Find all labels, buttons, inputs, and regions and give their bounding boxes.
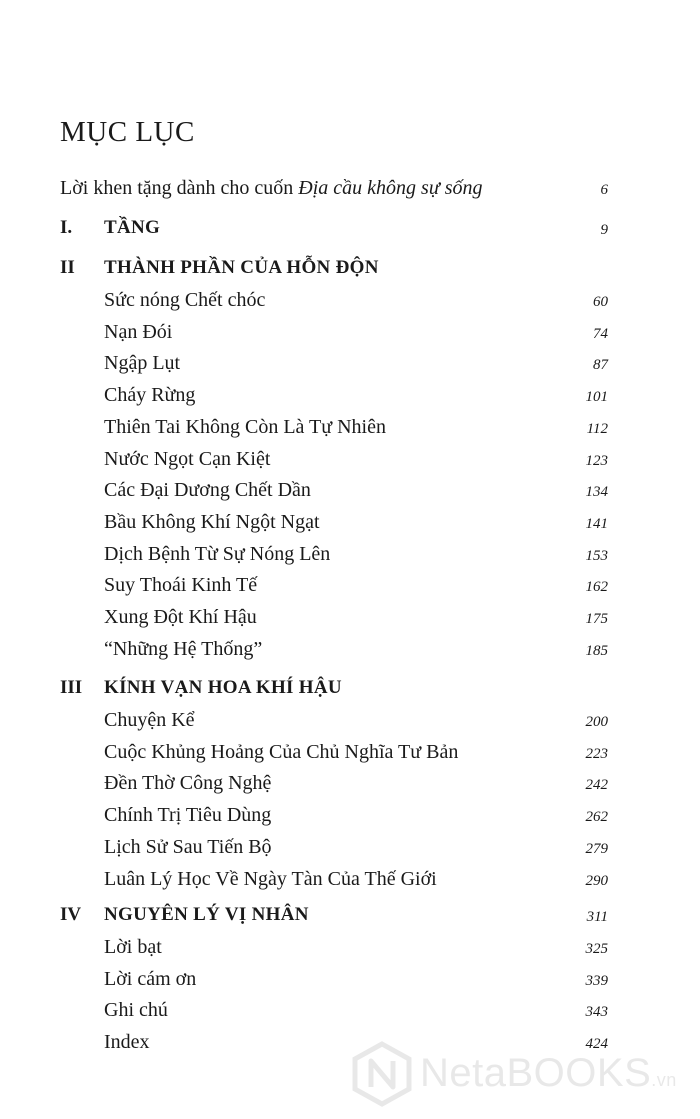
- toc-entry-page: 123: [585, 452, 608, 469]
- toc-section: [0, 213, 700, 243]
- toc-intro-plain: Lời khen tặng dành cho cuốn: [60, 177, 299, 199]
- toc-entry-title: Sức nóng Chết chóc: [104, 289, 266, 311]
- netabooks-logo-icon: [352, 1041, 412, 1107]
- toc-entry-page: 339: [585, 972, 608, 989]
- toc-entry-page: 101: [585, 389, 608, 406]
- toc-intro-book-title: Địa cầu không sự sống: [298, 177, 483, 199]
- toc-entry-title: Index: [104, 1031, 150, 1054]
- toc-entry-title: “Những Hệ Thống”: [104, 637, 263, 660]
- toc-entry-title: Lời bạt: [104, 936, 162, 958]
- toc-entry-title: Lời cám ơn: [104, 967, 197, 990]
- toc-entry-page: 242: [585, 777, 608, 794]
- toc-entry-title: Cháy Rừng: [104, 384, 196, 407]
- toc-entry: [0, 412, 700, 442]
- toc-section-numeral: I.: [60, 217, 73, 238]
- watermark-text: [420, 1051, 677, 1096]
- toc-entry: [0, 864, 700, 894]
- toc-entry: [0, 705, 700, 735]
- toc-entry-page: 162: [585, 579, 608, 596]
- toc-entry-title: Xung Đột Khí Hậu: [104, 606, 257, 628]
- toc-section-title: THÀNH PHẦN CỦA HỖN ĐỘN: [104, 257, 379, 278]
- toc-entry: [0, 539, 700, 569]
- toc-entry-title: Lịch Sử Sau Tiến Bộ: [104, 835, 272, 858]
- toc-section: [0, 253, 700, 283]
- toc-entry: [0, 964, 700, 994]
- toc-section: [0, 900, 700, 930]
- toc-entry: [0, 507, 700, 537]
- toc-entry: [0, 475, 700, 505]
- toc-entry-title: Thiên Tai Không Còn Là Tự Nhiên: [104, 415, 386, 438]
- toc-entry-page: 279: [585, 840, 608, 857]
- toc-entry: [0, 995, 700, 1025]
- toc-entry-page: 141: [585, 515, 608, 532]
- toc-intro-page: 6: [600, 182, 608, 198]
- toc-entry: [0, 768, 700, 798]
- toc-entry: [0, 570, 700, 600]
- toc-section-page: 311: [586, 909, 608, 925]
- toc-entry-title: Chính Trị Tiêu Dùng: [104, 804, 272, 827]
- toc-section-title: KÍNH VẠN HOA KHÍ HẬU: [104, 677, 342, 698]
- toc-entry: [0, 634, 700, 664]
- toc-entry-title: Các Đại Dương Chết Dần: [104, 479, 311, 502]
- toc-entry-title: Đền Thờ Công Nghệ: [104, 772, 272, 795]
- toc-entry-page: 74: [593, 325, 608, 342]
- toc-section-page: 9: [600, 222, 608, 238]
- toc-entry: [0, 317, 700, 347]
- toc-entry-page: 175: [585, 611, 608, 627]
- toc-entry-title: Suy Thoái Kinh Tế: [104, 574, 258, 597]
- watermark: [352, 1041, 692, 1111]
- toc-entry: [0, 444, 700, 474]
- toc-entry-title: Ghi chú: [104, 999, 168, 1022]
- toc-entry: [0, 380, 700, 410]
- toc-entry-page: 262: [585, 809, 608, 826]
- toc-section-title: TẦNG: [104, 217, 161, 238]
- toc-section-numeral: IV: [60, 904, 82, 925]
- toc-entry-title: Chuyện Kể: [104, 709, 195, 731]
- toc-entry-title: Ngập Lụt: [104, 352, 181, 375]
- toc-entry: [0, 348, 700, 378]
- toc-entry-page: 290: [585, 872, 608, 889]
- toc-entry-page: 223: [585, 745, 608, 762]
- toc-section: [0, 673, 700, 703]
- toc-entry-page: 134: [585, 484, 608, 501]
- toc-entry-page: 153: [585, 547, 608, 564]
- toc-entry-page: 112: [586, 420, 608, 437]
- watermark-suffix: .vn: [651, 1070, 677, 1090]
- toc-section-numeral: II: [60, 257, 75, 278]
- toc-entry: [0, 932, 700, 962]
- toc-entry-title: Bầu Không Khí Ngột Ngạt: [104, 510, 320, 533]
- toc-entry-page: 200: [585, 714, 608, 730]
- toc-entry: [0, 832, 700, 862]
- toc-entry-page: 424: [585, 1036, 608, 1053]
- toc-section-title: NGUYÊN LÝ VỊ NHÂN: [104, 904, 309, 925]
- toc-title: MỤC LỤC: [60, 116, 195, 148]
- watermark-brand: NetaBOOKS: [420, 1051, 652, 1095]
- toc-entry: [0, 285, 700, 315]
- toc-entry-page: 87: [593, 357, 608, 374]
- toc-entry-page: 60: [593, 294, 608, 310]
- toc-intro-text: [60, 173, 483, 203]
- toc-entry-title: Dịch Bệnh Từ Sự Nóng Lên: [104, 542, 331, 565]
- toc-entry-title: Nước Ngọt Cạn Kiệt: [104, 447, 271, 470]
- toc-entry-title: Nạn Đói: [104, 320, 173, 343]
- toc-intro-entry: [0, 173, 700, 203]
- toc-entry-page: 325: [585, 941, 608, 957]
- toc-entry-page: 185: [585, 642, 608, 659]
- toc-entry-title: Luân Lý Học Về Ngày Tàn Của Thế Giới: [104, 867, 437, 890]
- toc-entry-page: 343: [585, 1004, 608, 1021]
- toc-entry: [0, 737, 700, 767]
- toc-entry: [0, 602, 700, 632]
- toc-section-numeral: III: [60, 677, 83, 698]
- toc-entry-title: Cuộc Khủng Hoảng Của Chủ Nghĩa Tư Bản: [104, 740, 459, 763]
- toc-entry: [0, 800, 700, 830]
